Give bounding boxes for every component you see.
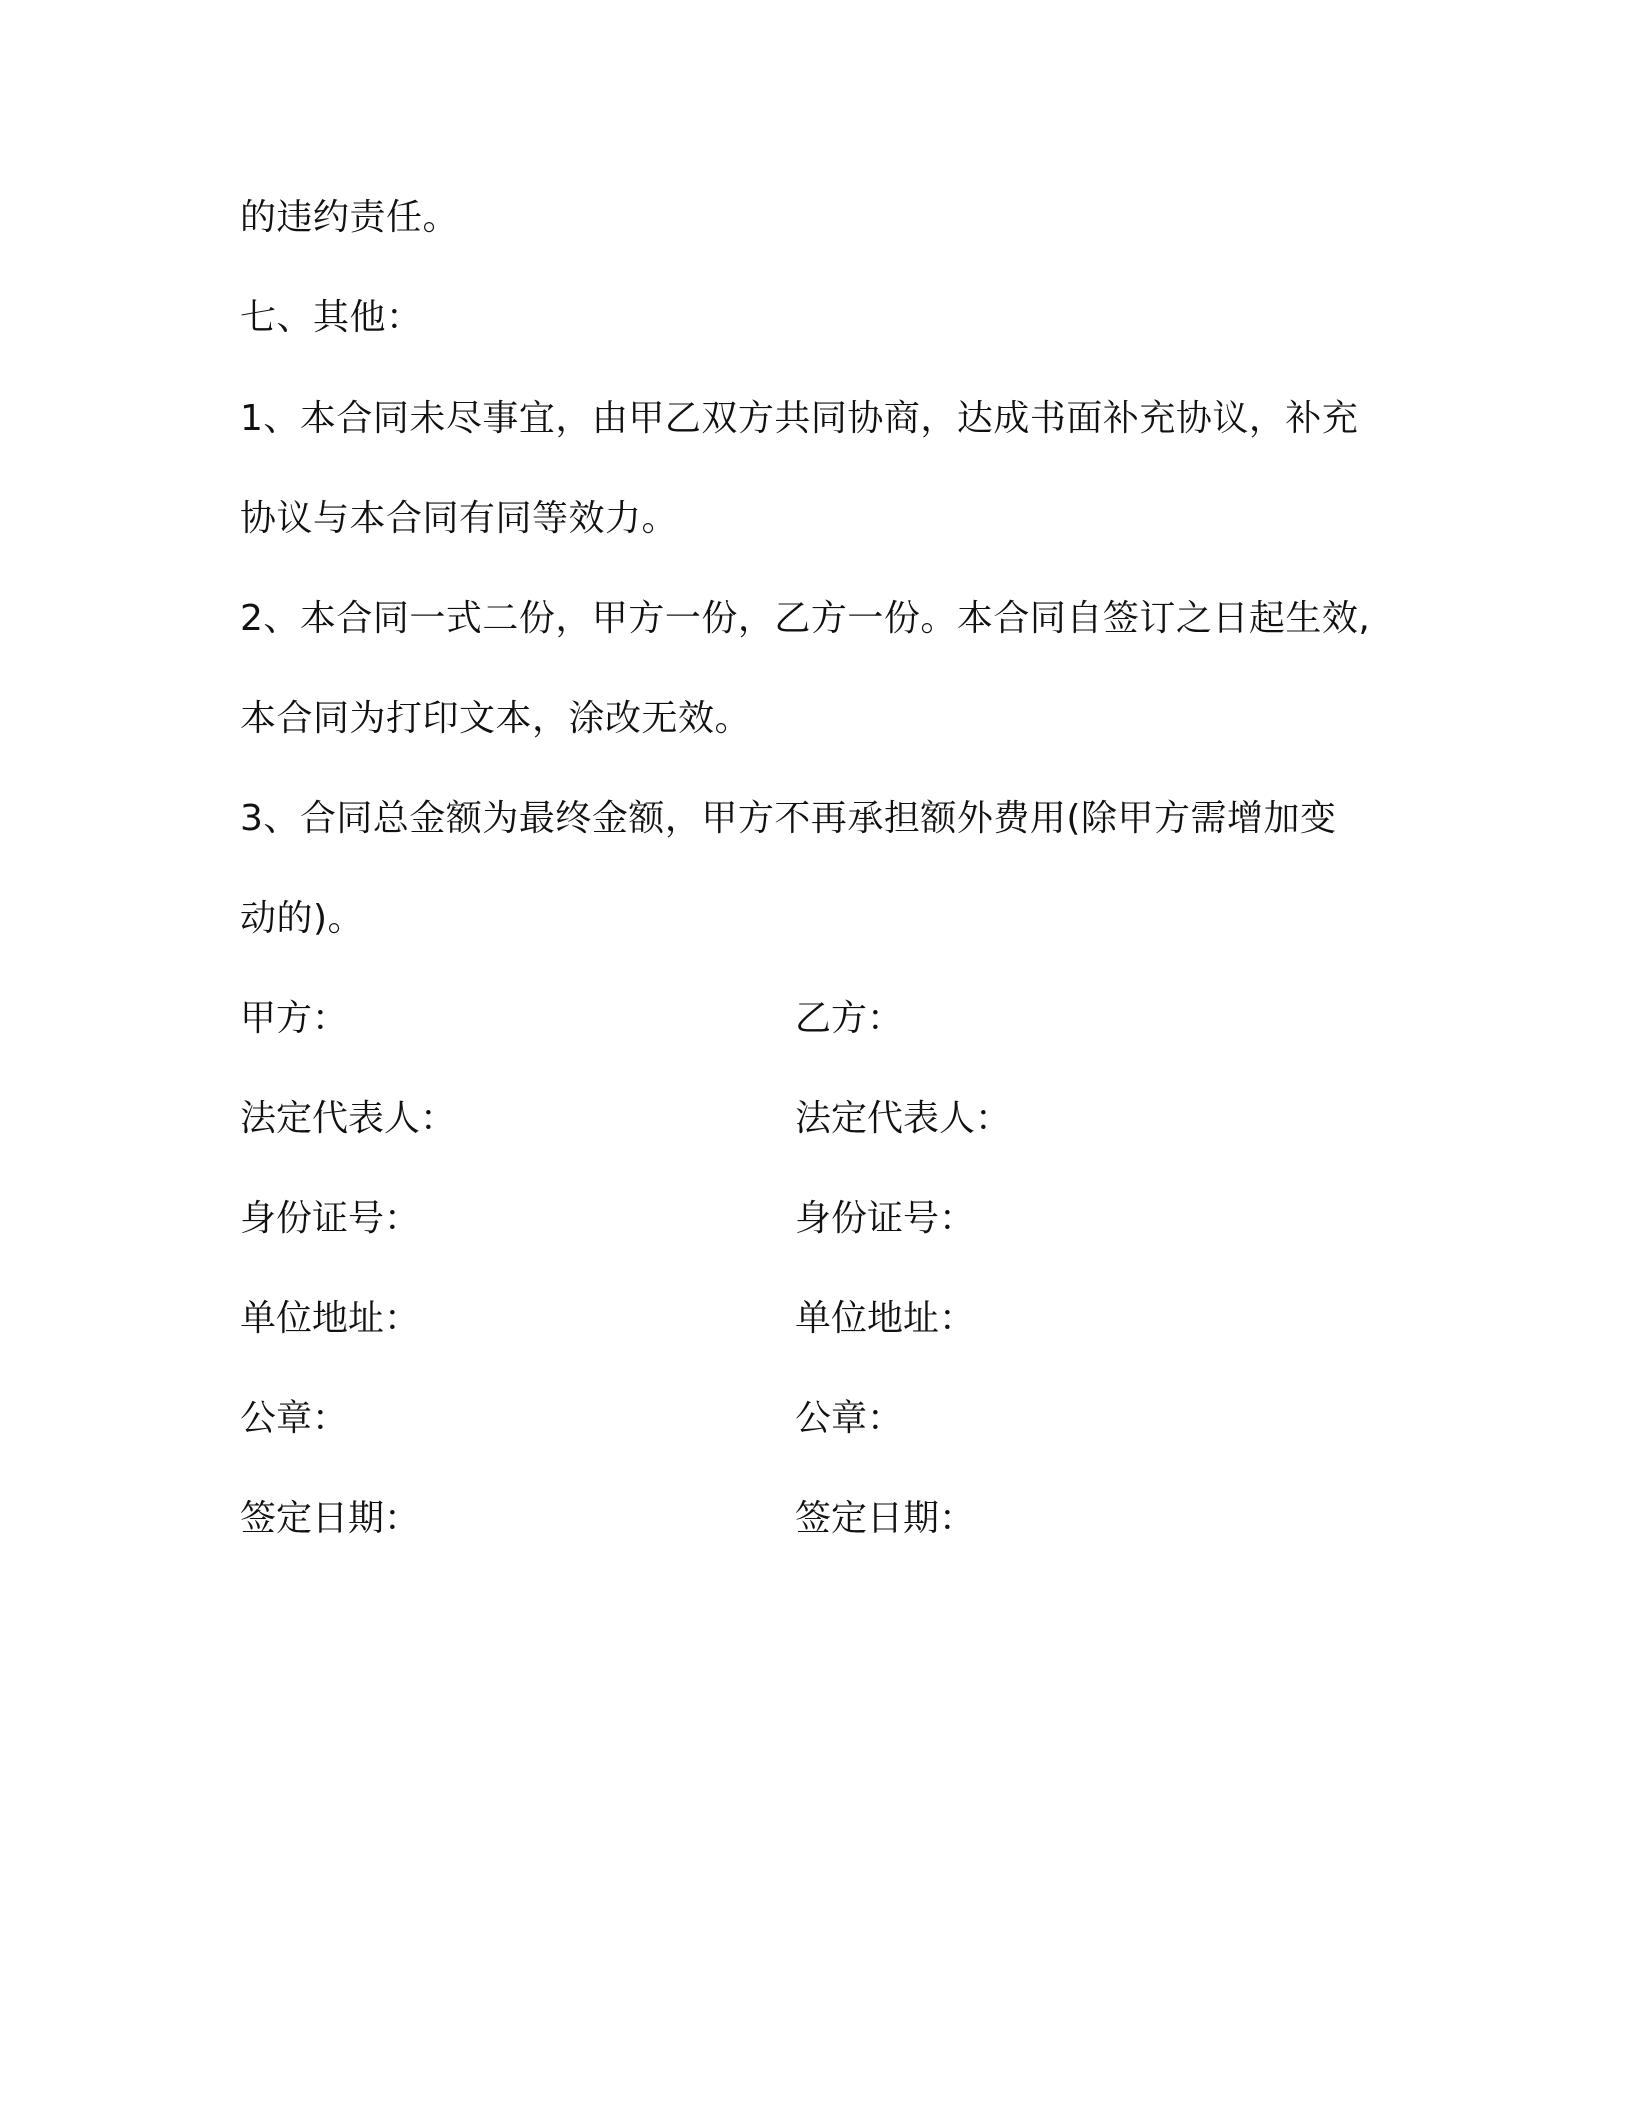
- clause-1-line-2: 协议与本合同有同等效力。: [240, 498, 679, 539]
- section-heading-other: 七、其他：: [240, 297, 423, 338]
- signature-row-seal: [240, 1397, 1400, 1441]
- party-a-label: 甲方：: [240, 998, 349, 1039]
- text-line-breach-liability: 的违约责任。: [240, 197, 460, 238]
- signature-row-address: [240, 1297, 1400, 1341]
- party-a-id-number-label: 身份证号：: [240, 1198, 421, 1239]
- clause-2-line-2: 本合同为打印文本，涂改无效。: [240, 698, 752, 739]
- signature-row-id-number: [240, 1197, 1400, 1241]
- party-a-address-label: 单位地址：: [240, 1298, 421, 1339]
- party-a-sign-date-label: 签定日期：: [240, 1498, 421, 1539]
- clause-3-line-1: 3、合同总金额为最终金额，甲方不再承担额外费用(除甲方需增加变: [240, 798, 1337, 839]
- clause-1-line-1: 1、本合同未尽事宜，由甲乙双方共同协商，达成书面补充协议，补充: [240, 398, 1359, 439]
- party-b-id-number-label: 身份证号：: [795, 1198, 976, 1239]
- signature-row-sign-date: [240, 1497, 1400, 1541]
- signature-row-party: [240, 997, 1400, 1041]
- clause-2-line-1: 2、本合同一式二份，甲方一份，乙方一份。本合同自签订之日起生效,: [240, 598, 1371, 639]
- party-a-legal-rep-label: 法定代表人：: [240, 1098, 457, 1139]
- signature-row-legal-rep: [240, 1097, 1400, 1141]
- party-b-address-label: 单位地址：: [795, 1298, 976, 1339]
- clause-3-line-2: 动的)。: [240, 898, 365, 939]
- party-a-seal-label: 公章：: [240, 1398, 349, 1439]
- party-b-label: 乙方：: [795, 998, 904, 1039]
- party-b-seal-label: 公章：: [795, 1398, 904, 1439]
- party-b-legal-rep-label: 法定代表人：: [795, 1098, 1012, 1139]
- party-b-sign-date-label: 签定日期：: [795, 1498, 976, 1539]
